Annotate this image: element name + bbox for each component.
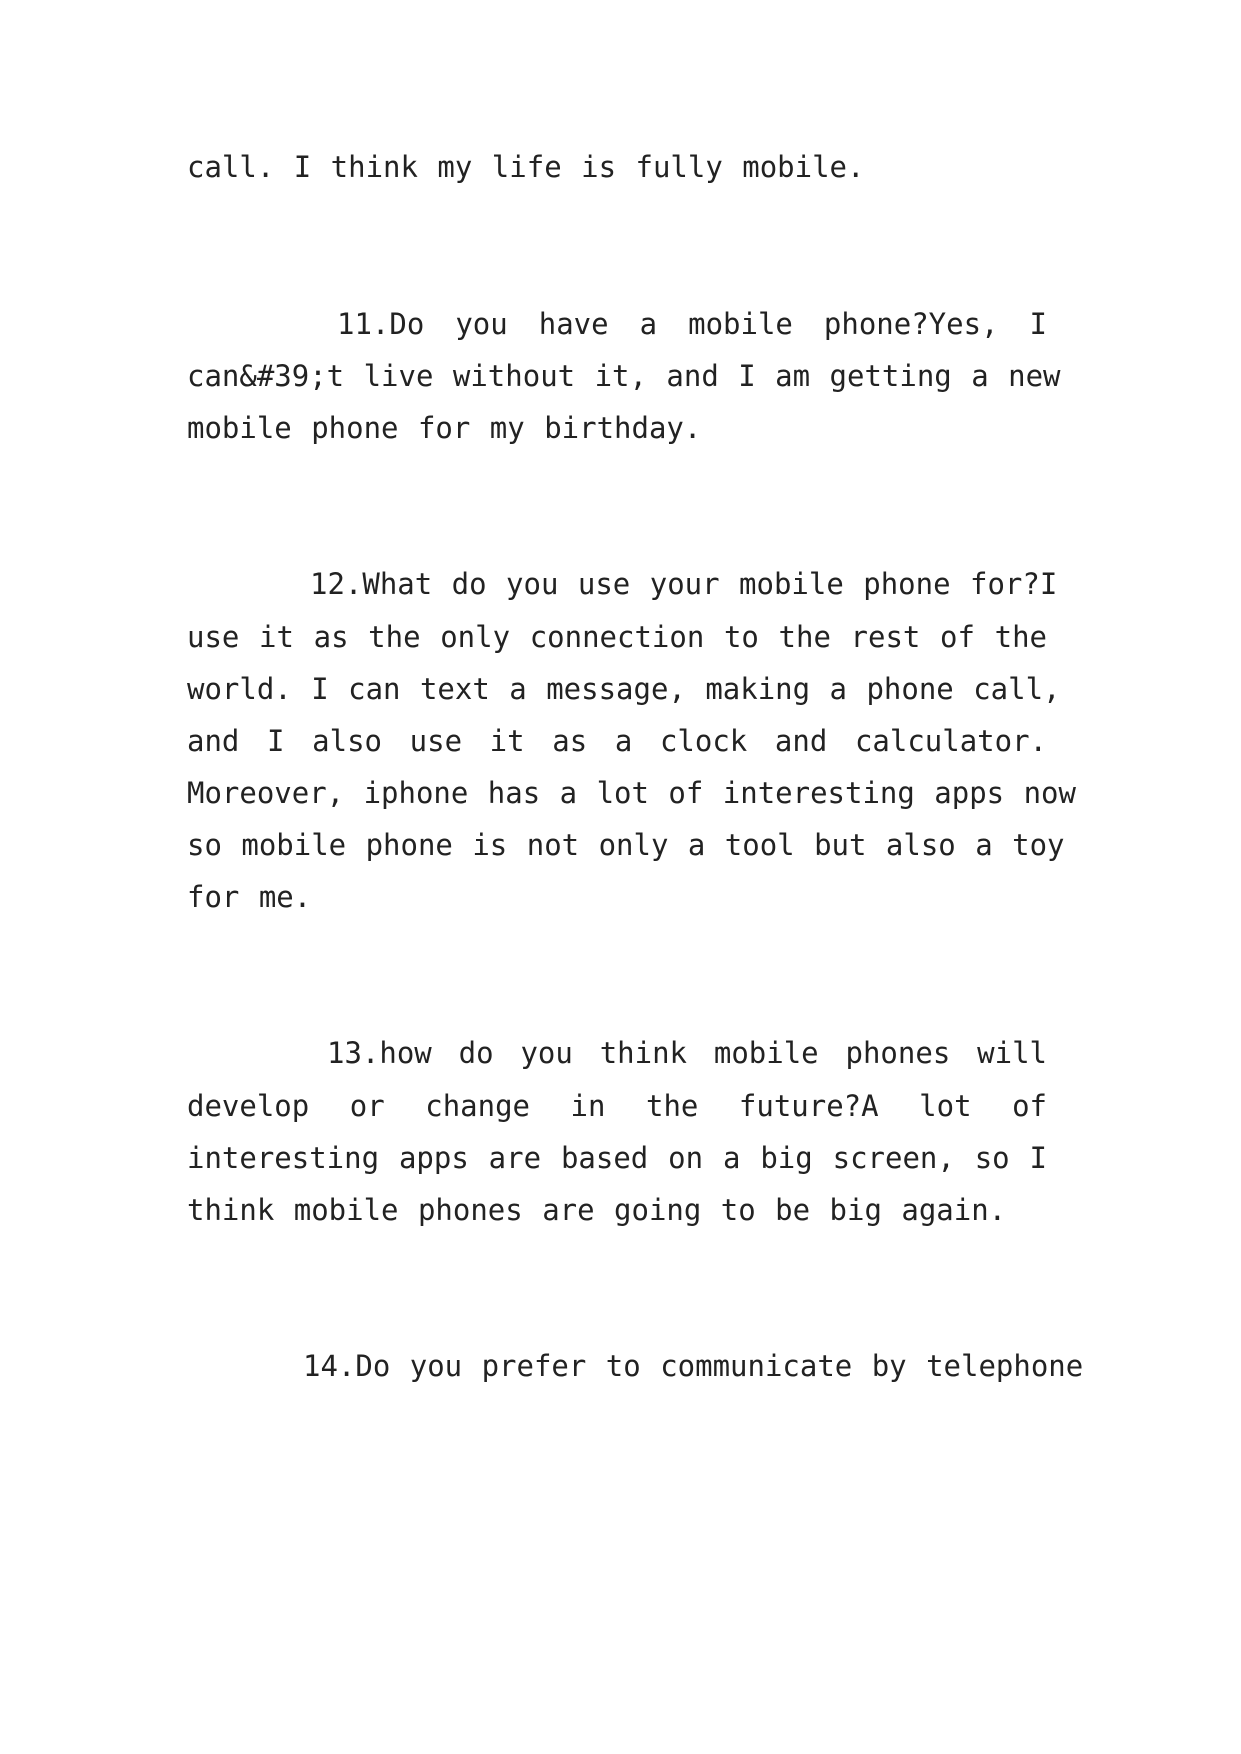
text-line: 12.What do you use your mobile phone for?I [310, 567, 1058, 601]
text-line: world. I can text a message, making a phone call, [187, 672, 1061, 706]
text-line: develop or change in the future?A lot of [187, 1089, 1047, 1123]
text-line: 11.Do you have a mobile phone?Yes, I [337, 307, 1047, 341]
text-line: mobile phone for my birthday. [187, 411, 702, 445]
text-line: 14.Do you prefer to communicate by telephone [303, 1349, 1084, 1383]
text-line: Moreover, iphone has a lot of interesting apps now [187, 776, 1076, 810]
text-line: call. I think my life is fully mobile. [187, 150, 865, 184]
text-line: and I also use it as a clock and calculator. [187, 724, 1047, 758]
text-line: use it as the only connection to the rest of the [187, 620, 1047, 654]
text-line: think mobile phones are going to be big again. [187, 1193, 1007, 1227]
text-line: interesting apps are based on a big screen, so I [187, 1141, 1047, 1175]
text-line: so mobile phone is not only a tool but also a toy [187, 828, 1065, 862]
text-line: 13.how do you think mobile phones will [327, 1036, 1047, 1070]
text-line: for me. [187, 880, 312, 914]
text-line: can&#39;t live without it, and I am getting a new [187, 359, 1061, 393]
